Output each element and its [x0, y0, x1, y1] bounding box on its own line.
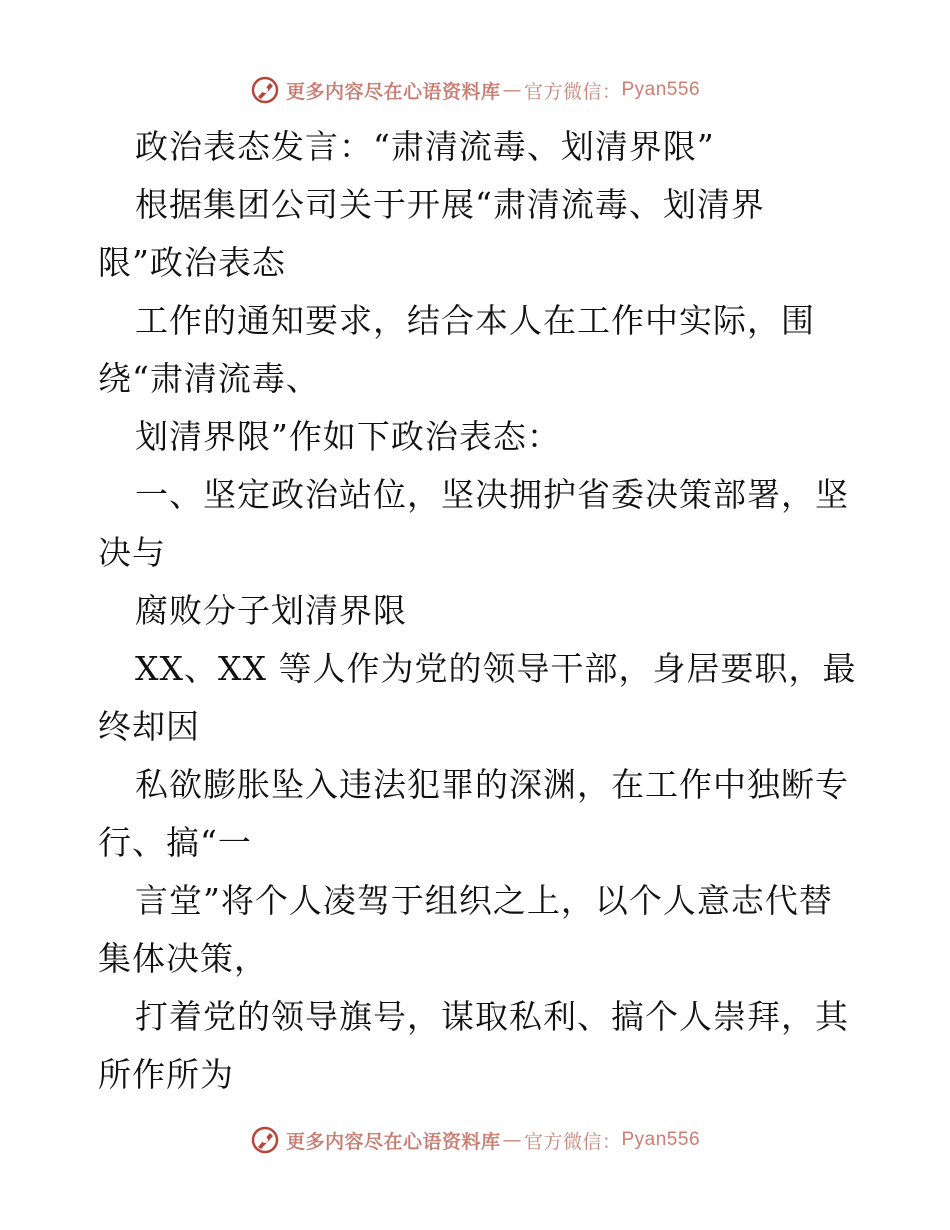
watermark-label: 官方微信：: [523, 1130, 622, 1153]
watermark-brand: 更多内容尽在心语资料库: [285, 1130, 501, 1153]
document-line: 言堂”将个人凌驾于组织之上，以个人意志代替: [135, 881, 833, 920]
document-line: 决与: [98, 533, 166, 572]
watermark-wechat-id: Pyan556: [621, 79, 701, 100]
document-line: 终却因: [98, 707, 200, 746]
document-line: 限”政治表态: [98, 243, 286, 282]
document-line: 政治表态发言：“肃清流毒、划清界限”: [135, 127, 715, 166]
document-line: 集体决策，: [98, 939, 268, 978]
document-line: 腐败分子划清界限: [135, 591, 407, 630]
document-line: 工作的通知要求，结合本人在工作中实际，围: [135, 301, 815, 340]
pen-logo-icon: [250, 1125, 280, 1155]
footer-watermark: [0, 1120, 950, 1160]
document-line: 私欲膨胀坠入违法犯罪的深渊，在工作中独断专: [135, 765, 849, 804]
document-line: XX、XX 等人作为党的领导干部，身居要职，最: [135, 649, 857, 688]
document-line: 打着党的领导旗号，谋取私利、搞个人崇拜，其: [135, 997, 849, 1036]
document-line: 根据集团公司关于开展“肃清流毒、划清界: [135, 185, 765, 224]
watermark-separator: —: [502, 79, 522, 101]
document-line: 一、坚定政治站位，坚决拥护省委决策部署，坚: [135, 475, 849, 514]
watermark-label: 官方微信：: [523, 80, 622, 103]
document-line: 划清界限”作如下政治表态：: [135, 417, 561, 456]
document-line: 绕“肃清流毒、: [98, 359, 320, 398]
watermark-brand: 更多内容尽在心语资料库: [285, 80, 501, 103]
watermark-wechat-id: Pyan556: [621, 1129, 701, 1150]
pen-logo-icon: [250, 75, 280, 105]
header-watermark: [0, 70, 950, 110]
watermark-separator: —: [502, 1129, 522, 1151]
document-line: 行、搞“一: [98, 823, 252, 862]
document-body: [98, 118, 858, 1104]
document-line: 所作所为: [98, 1055, 234, 1094]
